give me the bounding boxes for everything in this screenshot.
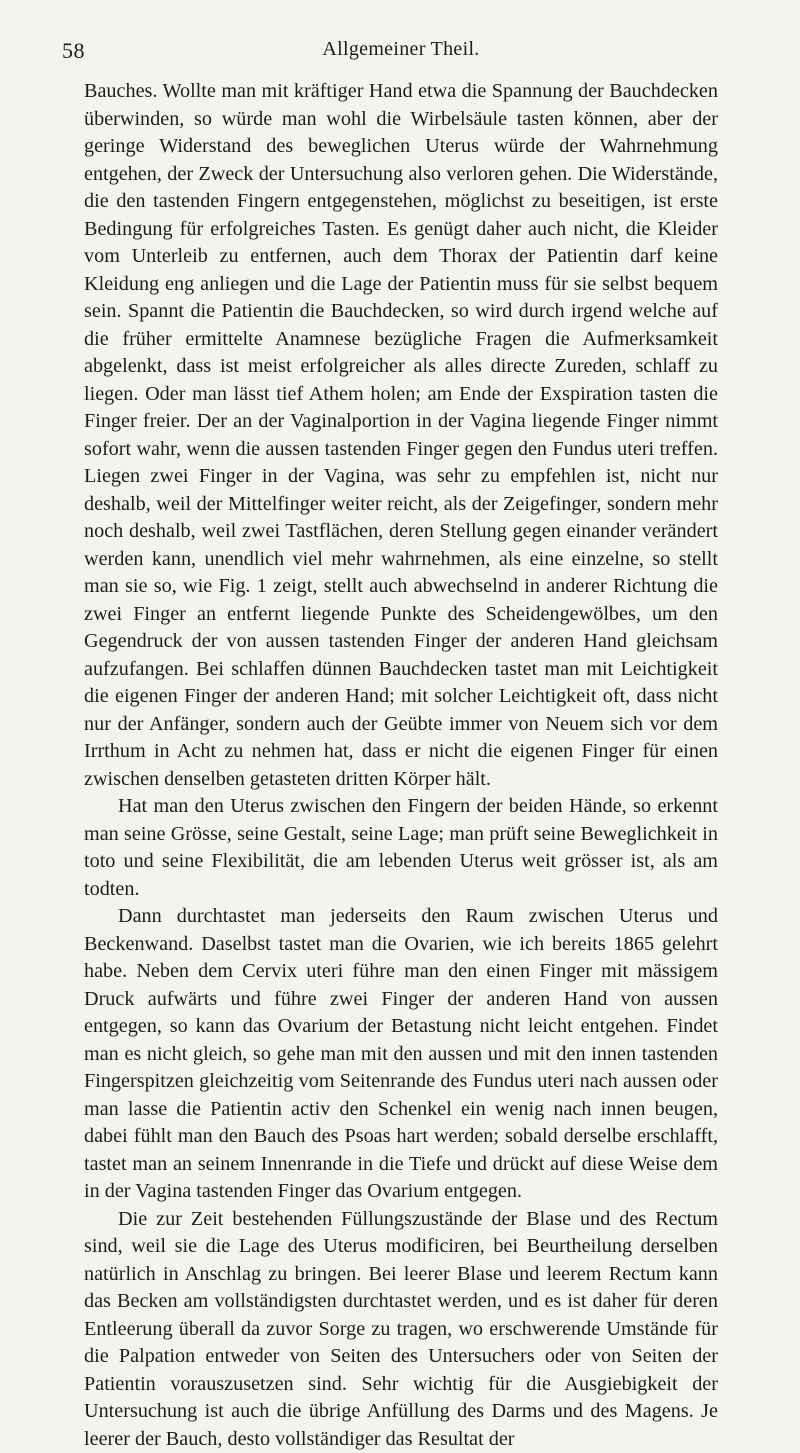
page-header	[84, 38, 718, 66]
running-head: Allgemeiner Theil.	[84, 38, 718, 61]
paragraph-ovaries: Dann durchtastet man jederseits den Raum zwischen Uterus und Beckenwand. Daselbst tastet man die Ovarien, wie ich bereits 1865 gelehrt habe. Neben dem Cervix uteri führe man den einen Finger mit mässigem Druck aufwärts und führe zwei Finger der anderen Hand von aussen entgegen, so kann das Ovarium der Betastung nicht leicht entgehen. Findet man es nicht gleich, so gehe man mit den aussen und mit den innen tastenden Fingerspitzen gleichzeitig vom Seitenrande des Fundus uteri nach aussen oder man lasse die Patientin activ den Schenkel ein wenig nach innen beugen, dabei fühlt man den Bauch des Psoas hart werden; sobald derselbe erschlafft, tastet man an seinem Innenrande in die Tiefe und drückt auf diese Weise dem in der Vagina tastenden Finger das Ovarium entgegen.	[84, 903, 718, 1206]
paragraph-bladder-rectum: Die zur Zeit bestehenden Füllungszustände der Blase und des Rectum sind, weil sie die Lage des Uterus modificiren, bei Beurtheilung derselben natürlich in Anschlag zu bringen. Bei leerer Blase und leerem Rectum kann das Becken am vollständigsten durchtastet werden, und es ist daher für deren Entleerung überall da zuvor Sorge zu tragen, wo erschwerende Umstände für die Palpation entweder von Seiten des Untersuchers oder von Seiten der Patientin vorauszusetzen sind. Sehr wichtig für die Ausgiebigkeit der Untersuchung ist auch die übrige Anfüllung des Darms und des Magens. Je leerer der Bauch, desto vollständiger das Resultat der	[84, 1206, 718, 1453]
paragraph-continuation: Bauches. Wollte man mit kräftiger Hand etwa die Spannung der Bauchdecken überwinden, so würde man wohl die Wirbelsäule tasten können, aber der geringe Widerstand des beweglichen Uterus würde der Wahrnehmung entgehen, der Zweck der Untersuchung also verloren gehen. Die Widerstände, die den tastenden Fingern entgegenstehen, möglichst zu beseitigen, ist erste Bedingung für erfolgreiches Tasten. Es genügt daher auch nicht, die Kleider vom Unterleib zu entfernen, auch dem Thorax der Patientin darf keine Kleidung eng anliegen und die Lage der Patientin muss für sie selbst bequem sein. Spannt die Patientin die Bauchdecken, so wird durch irgend welche auf die früher ermittelte Anamnese bezügliche Fragen die Aufmerksamkeit abgelenkt, dass ist meist erfolgreicher als alles directe Zureden, schlaff zu liegen. Oder man lässt tief Athem holen; am Ende der Exspiration tasten die Finger freier. Der an der Vaginalportion in der Vagina liegende Finger nimmt sofort wahr, wenn die aussen tastenden Finger gegen den Fundus uteri treffen. Liegen zwei Finger in der Vagina, was sehr zu empfehlen ist, nicht nur deshalb, weil der Mittelfinger weiter reicht, als der Zeigefinger, sondern mehr noch deshalb, weil zwei Tastflächen, deren Stellung gegen einander verändert werden kann, unendlich viel mehr wahrnehmen, als eine einzelne, so stellt man sie so, wie Fig. 1 zeigt, stellt auch abwechselnd in anderer Richtung die zwei Finger an entfernt liegende Punkte des Scheidengewölbes, um den Gegendruck der von aussen tastenden Finger der anderen Hand gleichsam aufzufangen. Bei schlaffen dünnen Bauchdecken tastet man mit Leichtigkeit die eigenen Finger der anderen Hand; mit solcher Leichtigkeit oft, dass nicht nur der Anfänger, sondern auch der Geübte immer von Neuem sich vor dem Irrthum in Acht zu nehmen hat, dass er nicht die eigenen Finger für einen zwischen denselben getasteten dritten Körper hält.	[84, 78, 718, 793]
paragraph-uterus-shape: Hat man den Uterus zwischen den Fingern der beiden Hände, so erkennt man seine Grösse, seine Gestalt, seine Lage; man prüft seine Beweglichkeit in toto und seine Flexibilität, die am lebenden Uterus weit grösser ist, als am todten.	[84, 793, 718, 903]
page-number: 58	[62, 38, 85, 64]
body-text	[84, 78, 718, 1453]
